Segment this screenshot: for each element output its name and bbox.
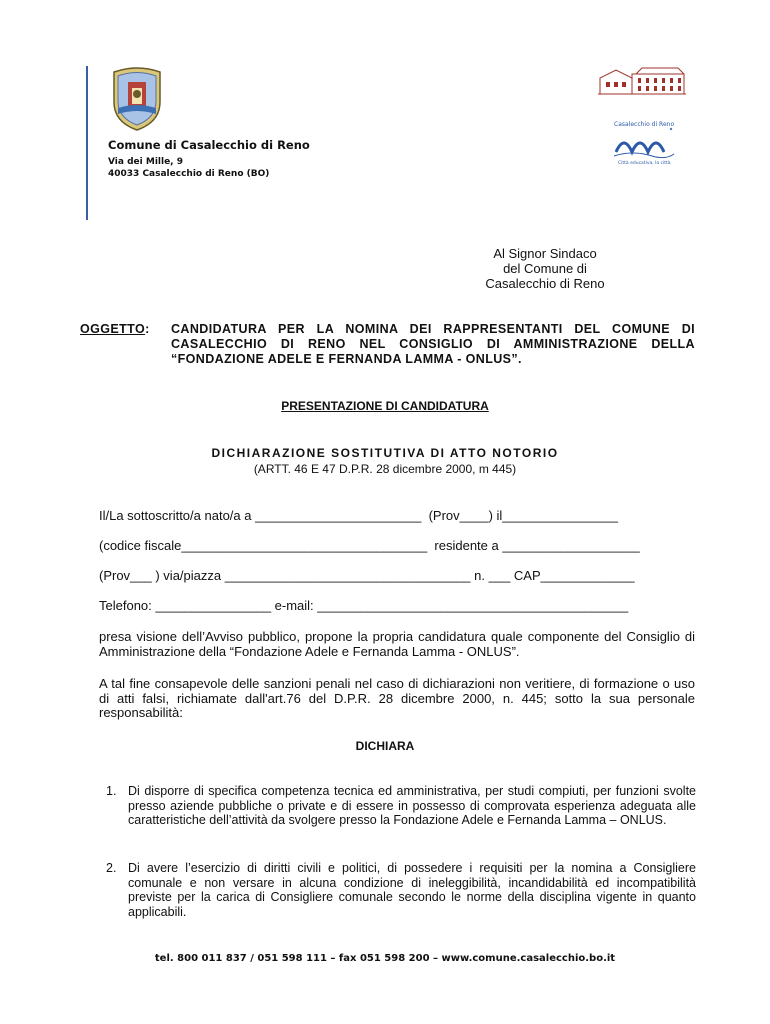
recipient-line2: del Comune di xyxy=(503,261,587,276)
list-item-number: 1. xyxy=(106,784,117,798)
address-line-city: 40033 Casalecchio di Reno (BO) xyxy=(108,169,270,179)
list-item-text: Di avere l’esercizio di diritti civili e politici, di possedere i requisiti per la nomina a Consigliere comunale e non versare in alcuna condizione di ineleggibilità, incandidabilità ed incompatibilità previste per la carica di Consigliere comunale secondo le norme della disciplina vigente in quanto applicabili. xyxy=(128,861,696,919)
city-logo xyxy=(612,118,680,168)
subject-label: OGGETTO xyxy=(80,322,146,336)
subject-label-wrap xyxy=(80,322,150,336)
recipient-block xyxy=(470,246,620,291)
candidacy-paragraph: presa visione dell’Avviso pubblico, propone la propria candidatura quale componente del Consiglio di Amministrazione della “Fondazione Adele e Fernanda Lamma - ONLUS”. xyxy=(99,629,695,659)
list-item-text: Di disporre di specifica competenza tecnica ed amministrativa, per studi compiuti, per funzioni svolte presso aziende pubbliche o private e di essere in possesso di comprovata esperienza adeguata alle caratteristiche dell’attività da svolgere presso la Fondazione Adele e Fernanda Lamma – ONLUS. xyxy=(128,784,696,827)
footer-contacts: tel. 800 011 837 / 051 598 111 – fax 051 598 200 – www.comune.casalecchio.bo.it xyxy=(154,953,616,964)
bridge-arches-icon xyxy=(614,143,674,158)
form-line-contact: Telefono: ________________ e-mail: ___________________________________________ xyxy=(99,598,629,613)
form-line-fiscal-code: (codice fiscale__________________________________ residente a ___________________ xyxy=(99,538,640,553)
dichiara-heading: DICHIARA xyxy=(355,739,415,753)
municipal-crest-icon xyxy=(106,64,168,132)
declaration-title: DICHIARAZIONE SOSTITUTIVA DI ATTO NOTORIO xyxy=(211,446,559,460)
subject-text: CANDIDATURA PER LA NOMINA DEI RAPPRESENTANTI DEL COMUNE DI CASALECCHIO DI RENO NEL CONSIGLIO DI AMMINISTRAZIONE DELLA “FONDAZIONE ADELE E FERNANDA LAMMA - ONLUS”. xyxy=(171,322,695,366)
building-logo-icon xyxy=(596,64,688,100)
form-line-birth: Il/La sottoscritto/a nato/a a _______________________ (Prov____) il________________ xyxy=(99,508,618,523)
city-logo-tagline: Città educativa, la città xyxy=(618,161,671,166)
address-line-street: Via dei Mille, 9 xyxy=(108,157,183,167)
declaration-subtitle: (ARTT. 46 E 47 D.P.R. 28 dicembre 2000, m 445) xyxy=(253,462,517,476)
org-address xyxy=(108,156,269,180)
recipient-line3: Casalecchio di Reno xyxy=(485,276,605,291)
subject-block xyxy=(80,322,695,366)
letterhead-divider xyxy=(86,66,88,220)
form-line-address: (Prov___ ) via/piazza __________________________________ n. ___ CAP_____________ xyxy=(99,568,635,583)
recipient-line1: Al Signor Sindaco xyxy=(493,246,597,261)
section-title: PRESENTAZIONE DI CANDIDATURA xyxy=(281,399,489,413)
subject-colon: : xyxy=(145,322,150,336)
city-logo-text: Casalecchio di Reno xyxy=(614,121,675,128)
org-name: Comune di Casalecchio di Reno xyxy=(108,138,310,152)
list-item-number: 2. xyxy=(106,861,117,875)
responsibility-paragraph: A tal fine consapevole delle sanzioni penali nel caso di dichiarazioni non veritiere, di formazione o uso di atti falsi, richiamate dall'art.76 del D.P.R. 28 dicembre 2000, n. 445; sotto la sua personale responsabilità: xyxy=(99,676,695,720)
